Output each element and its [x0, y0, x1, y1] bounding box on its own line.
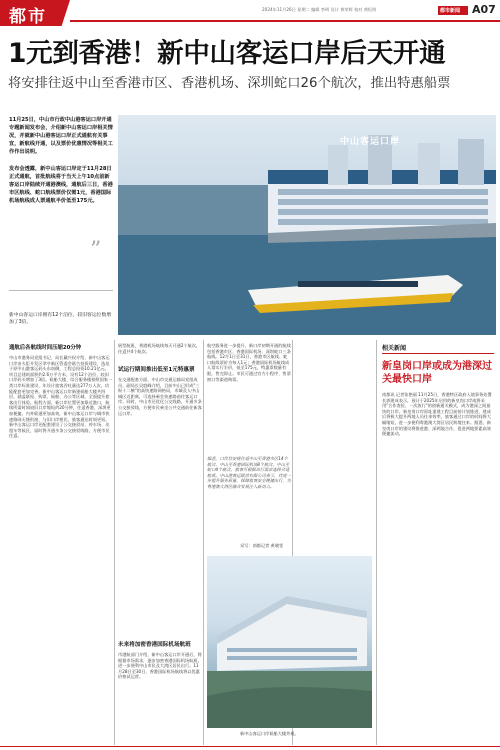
terminal-photo [207, 556, 372, 728]
col3-body: 航空服务进一步提升，新口岸初期开通的航线包括香港市区、香港国际机场、深圳蛇口三条航线。12月1日至31日，香港市区航线、蛇口航线票价为每人1元；香港国际机场航线成人票实行半价，低至175元，特惠票数量有限，售完即止。市民可通过官方小程序、售票窗口等渠道购票。 [207, 343, 291, 382]
col2-heading: 试运行期间推出低至1元特惠票 [118, 367, 195, 373]
col2-heading-2: 未来将加密香港国际机场航班 [118, 642, 191, 648]
col3-credit: 采写：南都记者 黄晓雯 [240, 543, 284, 548]
column-rule-1 [114, 340, 115, 745]
main-photo [118, 115, 496, 335]
lead-paragraph-1: 11月25日，中山市行政中山港客运口岸开通专题新闻发布会，介绍新中山客运口岸相关情况，并就新中山港客运口岸正式通航有关事宜，新航线开通，以及票价优惠情况等相关工作作出说明。 [9, 117, 113, 155]
related-news-heading: 新皇岗口岸或成为港深过关最快口岸 [382, 361, 492, 385]
col2-body: 展型航班，香港机场航线每天开通2个航次，往返共4个航次。 [118, 343, 201, 354]
ferry-terminal-illustration [118, 115, 496, 335]
terminal-photo-caption: 新中山客运口岸候船大楼外观。 [240, 731, 299, 736]
col1-heading: 通航后各航线时间压缩20分钟 [9, 345, 82, 351]
masthead-rule [70, 20, 500, 22]
related-news-label: 相关新闻 [382, 345, 407, 352]
related-news-rule [382, 353, 494, 354]
bottom-rule [0, 746, 500, 747]
column-rule-4 [376, 340, 377, 745]
section-title: 都市 [9, 7, 47, 27]
terminal-building-illustration [207, 556, 372, 728]
subheadline: 将安排往返中山至香港市区、香港机场、深圳蛇口26个航次，推出特惠船票 [8, 76, 451, 91]
col1-body: 中山市港务局党组书记、局长戴兴权介绍，新中山客运口岸由火炬开发区翠亨新区管委会联合投资建设，选址于原中山港客运码头东南侧，工程总投资10.21亿元。项目总建筑面积约2.6万平方米，设有12个泊位，较旧口岸码头增加了3倍。候船大楼、综合服务楼按照国家一类口岸标准建设，年设计旅客吞吐量达277万人次。功能配套更加完善。新中山客运口岸新建候船大楼共四层，涵盖联检、购票、候船、办公等区域，全面提升旅客出行体验。航程方面，新口岸位置更加靠近港口，航线所需时间较旧口岸缩短约20分钟，往返香港、深圳更加便捷。内外联通更加高效，新中山客运口岸与城市快速路网无缝衔接，与旧口岸相比，旅客通达时间更短。新中山客运口岸还配套建设了公交接驳站、停车场、出租车等候区，届时将开通多条公交接驳线路，方便市民往返。 [9, 355, 113, 439]
date-line: 2024年11月26日 星期二 编辑 李明 设计 黄荣辉 校对 黄纪明 [262, 7, 377, 12]
col2-body-3: 市港航部门介绍，新中山客运口岸开通后，将根据市场需求，逐步加密香港国际机场航班，进一步便利中山市民及大湾区居民出行。11月28日至30日，香港国际机场航线将以优惠价格试运营。 [118, 652, 202, 680]
column-rule-2 [203, 340, 204, 745]
lead-divider [9, 290, 113, 291]
col3-quote: 据悉，口岸将安排往返中山至香港市区14个航次、中山至香港国际机场8个航次、中山至蛇口4个航次，旅客可根据出行需求选择合适航班。中山港客运联营有限公司表示，将进一步提升服务质量，保障旅客安全便捷出行，为粤港澳大湾区融合发展注入新动力。 [207, 456, 291, 489]
terminal-sign: 中山客运口岸 [340, 137, 401, 147]
lead-paragraph-2: 发布会透露，新中山客运口岸定于11月28日正式通航，首批航线将于当天上午10点前新客运口岸陆续开通港澳线，通航后三日，香港市区航线、蛇口航线票价仅需1元，香港国际机场航线成人票通航半价低至175元。 [9, 166, 113, 204]
related-news-body: 南都讯 记者张艳丽 11月25日，香港特区政府入境事务处署长郭建成表示，预计于2025年启用的新皇岗口岸或将采用"合作查验、一次放行"的创新通关模式，成为港深之间最快的口岸。新皇岗口岸原址重建工程目前按计划推进，建成后将极大提升两地人员往来效率，旅客通过口岸的时间将大幅缩短，进一步便利粤港澳大湾区居民跨境往来。据悉，新皇岗口岸的建设将推进港、深两地合作，促进两地要素高效便捷流动。 [382, 392, 492, 437]
quote-mark: ” [90, 238, 102, 263]
page-badge-text: 都市新闻 [440, 8, 461, 14]
col2-body-2: 在交通配套方面，中山市交通运输局党组成员、副局长吴庭峰介绍，目前中山已形成"三纵十二横"的高快速路网格局，市域及人中山城区近距离，可选择乘坐快速路前往客运口岸。同时，中山市还优化公交线路，开通多条公交接驳线，方便市民乘坐公共交通前往新客运口岸。 [118, 377, 202, 416]
page-number: A07 [472, 3, 496, 16]
main-photo-caption: 新中山客运口岸拥有12个泊位，较旧客运位数增加了3倍。 [9, 313, 112, 325]
headline: 1元到香港！新中山客运口岸后天开通 [8, 38, 446, 69]
